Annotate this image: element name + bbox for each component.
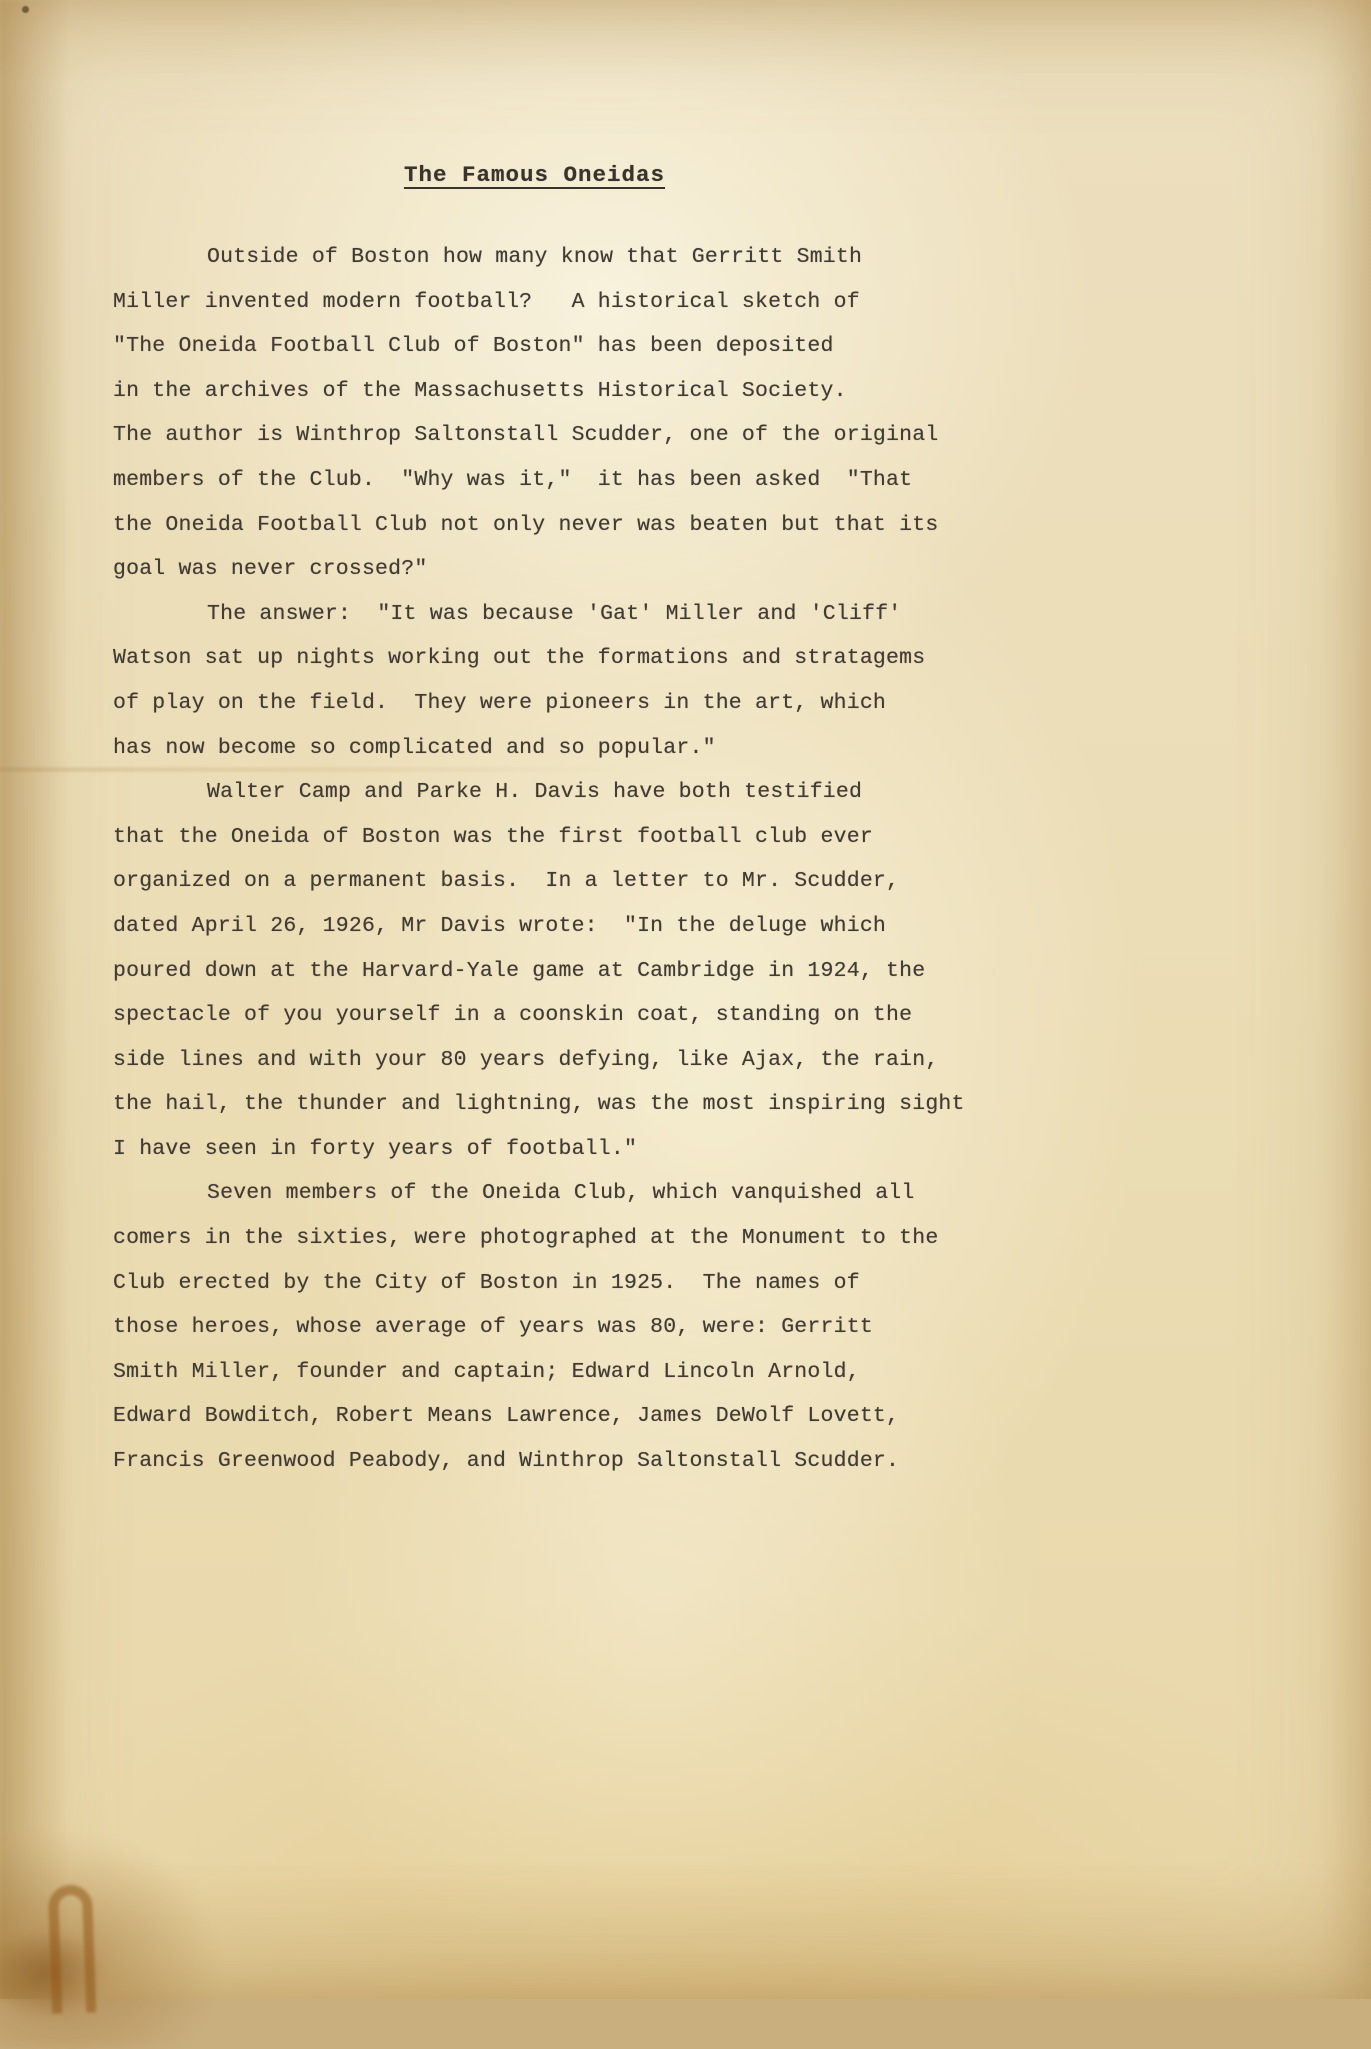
text-line: Smith Miller, founder and captain; Edward Lincoln Arnold, bbox=[113, 1359, 860, 1384]
text-line: Walter Camp and Parke H. Davis have both testified bbox=[207, 780, 863, 805]
paragraph-2 bbox=[113, 592, 1008, 770]
text-line: Miller invented modern football? A historical sketch of bbox=[113, 289, 860, 314]
text-line: goal was never crossed?" bbox=[113, 557, 428, 582]
text-line: The answer: "It was because 'Gat' Miller and 'Cliff' bbox=[207, 601, 902, 626]
text-line: "The Oneida Football Club of Boston" has been deposited bbox=[113, 334, 834, 359]
document-title: The Famous Oneidas bbox=[403, 162, 666, 188]
paper-fleck bbox=[22, 6, 29, 13]
text-line: spectacle of you yourself in a coonskin coat, standing on the bbox=[113, 1003, 913, 1028]
paragraph-4 bbox=[113, 1171, 1008, 1483]
text-line: comers in the sixties, were photographed at the Monument to the bbox=[113, 1226, 939, 1251]
paragraph-3 bbox=[113, 770, 1008, 1171]
text-line: Outside of Boston how many know that Gerritt Smith bbox=[207, 245, 863, 269]
text-line: organized on a permanent basis. In a letter to Mr. Scudder, bbox=[113, 869, 900, 894]
text-line: the hail, the thunder and lightning, was the most inspiring sight bbox=[113, 1092, 965, 1117]
text-line: I have seen in forty years of football." bbox=[113, 1136, 638, 1161]
paperclip-rust-mark bbox=[48, 1884, 96, 2013]
typewritten-text-block bbox=[113, 162, 1008, 1484]
text-line: poured down at the Harvard-Yale game at Cambridge in 1924, the bbox=[113, 958, 926, 983]
text-line: Watson sat up nights working out the formations and stratagems bbox=[113, 646, 926, 671]
text-line: members of the Club. "Why was it," it has been asked "That bbox=[113, 467, 913, 492]
text-line: has now become so complicated and so popular." bbox=[113, 735, 716, 760]
text-line: those heroes, whose average of years was 80, were: Gerritt bbox=[113, 1315, 873, 1340]
paper-edge-shading bbox=[0, 0, 70, 1999]
text-line: Seven members of the Oneida Club, which vanquished all bbox=[207, 1181, 915, 1206]
text-line: Francis Greenwood Peabody, and Winthrop Saltonstall Scudder. bbox=[113, 1449, 900, 1474]
text-line: the Oneida Football Club not only never was beaten but that its bbox=[113, 512, 939, 537]
paragraph-1 bbox=[113, 235, 1008, 592]
text-line: that the Oneida of Boston was the first football club ever bbox=[113, 824, 873, 849]
text-line: Edward Bowditch, Robert Means Lawrence, James DeWolf Lovett, bbox=[113, 1404, 900, 1429]
text-line: in the archives of the Massachusetts Historical Society. bbox=[113, 378, 847, 403]
text-line: of play on the field. They were pioneers in the art, which bbox=[113, 690, 887, 715]
text-line: Club erected by the City of Boston in 1925. The names of bbox=[113, 1270, 860, 1295]
text-line: The author is Winthrop Saltonstall Scudder, one of the original bbox=[113, 423, 939, 448]
text-line: side lines and with your 80 years defying, like Ajax, the rain, bbox=[113, 1047, 939, 1072]
text-line: dated April 26, 1926, Mr Davis wrote: "In the deluge which bbox=[113, 913, 887, 938]
